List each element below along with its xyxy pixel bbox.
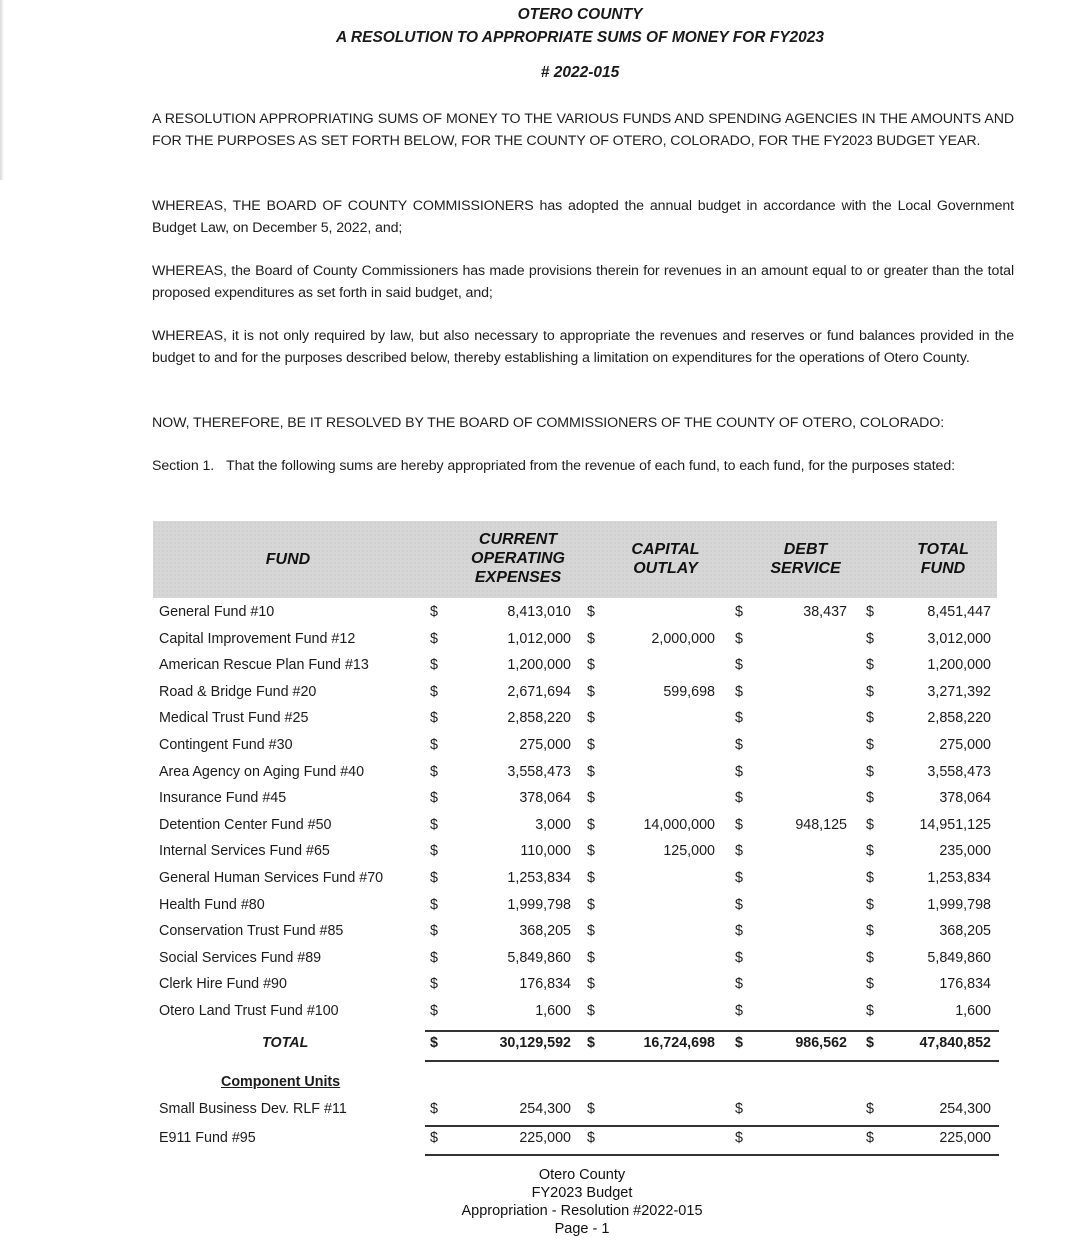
total-double-rule (425, 1060, 999, 1062)
fund-name: General Human Services Fund #70 (159, 870, 384, 886)
currency-sign: $ (866, 737, 874, 753)
currency-sign: $ (735, 843, 743, 860)
currency-sign: $ (866, 763, 874, 780)
county-title: OTERO COUNTY (517, 6, 643, 23)
total-row (0, 1035, 1080, 1061)
currency-sign: $ (866, 630, 874, 647)
table-row (0, 764, 1080, 790)
currency-sign: $ (430, 737, 438, 753)
currency-sign: $ (430, 790, 438, 807)
table-row (0, 976, 1080, 1002)
currency-sign: $ (735, 1003, 743, 1019)
resolution-title: A RESOLUTION TO APPROPRIATE SUMS OF MONEY FOR FY2023 (335, 29, 825, 46)
table-row (0, 710, 1080, 736)
header-line: SERVICE (770, 560, 841, 577)
debt-service-value: 948,125 (795, 816, 847, 833)
table-row (0, 897, 1080, 923)
currency-sign: $ (430, 923, 438, 940)
whereas-paragraph-1: WHEREAS, THE BOARD OF COUNTY COMMISSIONERS has adopted the annual budget in accordance with the Local Government Budget Law, on December 5, 2022, and; (152, 198, 1014, 236)
currency-sign: $ (430, 949, 438, 966)
currency-sign: $ (735, 949, 743, 966)
total-label: TOTAL (262, 1035, 309, 1051)
currency-sign: $ (735, 790, 743, 807)
currency-sign: $ (587, 896, 595, 913)
currency-sign: $ (587, 843, 595, 860)
fund-name: General Fund #10 (159, 604, 275, 620)
current-operating-value: 1,200,000 (507, 657, 571, 674)
currency-sign: $ (587, 1130, 595, 1146)
table-row (0, 817, 1080, 843)
current-operating-value: 368,205 (519, 923, 571, 940)
fund-name: Social Services Fund #89 (159, 949, 322, 966)
table-row (0, 604, 1080, 630)
currency-sign: $ (735, 657, 743, 674)
currency-sign: $ (735, 763, 743, 780)
currency-sign: $ (587, 1035, 595, 1051)
intro-paragraph: A RESOLUTION APPROPRIATING SUMS OF MONEY TO THE VARIOUS FUNDS AND SPENDING AGENCIES IN THE AMOUNTS AND FOR THE PURPOSES AS SET FORTH BELOW, FOR THE COUNTY OF OTERO, COLORADO, FOR THE FY2023 BUDGET YEAR. (152, 111, 1014, 149)
currency-sign: $ (430, 763, 438, 780)
total-fund-value: 1,200,000 (927, 657, 991, 674)
capital-outlay-value: 125,000 (663, 843, 715, 860)
current-operating-value: 3,000 (535, 816, 571, 833)
currency-sign: $ (866, 604, 874, 620)
fund-name: Area Agency on Aging Fund #40 (159, 763, 365, 780)
currency-sign: $ (430, 683, 438, 700)
table-header (153, 521, 997, 598)
total-fund-value: 14,951,125 (919, 816, 991, 833)
currency-sign: $ (587, 683, 595, 700)
current-operating-value: 5,849,860 (507, 949, 571, 966)
header-line: CURRENT (478, 531, 558, 548)
fund-name: Health Fund #80 (159, 896, 265, 913)
header-current-operating-expenses (443, 530, 593, 587)
whereas-paragraph-3: WHEREAS, it is not only required by law, but also necessary to appropriate the revenues and reserves or fund balances provided in the budget to and for the purposes described below, thereby establishing a limitation on expenditures for the operations of Otero County. (152, 328, 1014, 366)
whereas-paragraph-2: WHEREAS, the Board of County Commissioners has made provisions therein for revenues in an amount equal to or greater than the total proposed expenditures as set forth in said budget, and; (152, 263, 1014, 301)
currency-sign: $ (587, 604, 595, 620)
fund-name: Conservation Trust Fund #85 (159, 923, 344, 940)
currency-sign: $ (430, 604, 438, 620)
current-operating-value: 1,999,798 (507, 896, 571, 913)
component-rule-2 (425, 1154, 999, 1156)
header-line: TOTAL (917, 541, 969, 558)
currency-sign: $ (866, 657, 874, 674)
currency-sign: $ (587, 710, 595, 727)
currency-sign: $ (866, 710, 874, 727)
table-row (0, 870, 1080, 896)
header-total-fund (868, 540, 1018, 578)
resolved-paragraph: NOW, THEREFORE, BE IT RESOLVED BY THE BOARD OF COMMISSIONERS OF THE COUNTY OF OTERO, COLORADO: (152, 415, 945, 431)
currency-sign: $ (587, 657, 595, 674)
current-operating-value: 8,413,010 (507, 604, 571, 620)
currency-sign: $ (587, 976, 595, 993)
currency-sign: $ (735, 870, 743, 886)
total-fund-value: 1,600 (955, 1003, 991, 1019)
currency-sign: $ (587, 763, 595, 780)
total-fund-value: 2,858,220 (927, 710, 991, 727)
table-row (0, 790, 1080, 816)
current-operating-value: 176,834 (519, 976, 571, 993)
current-operating-value: 1,012,000 (507, 630, 571, 647)
total-fund-value: 1,253,834 (927, 870, 991, 886)
current-operating-value: 1,253,834 (507, 870, 571, 886)
currency-sign: $ (430, 843, 438, 860)
table-row (0, 657, 1080, 683)
footer-page-number: Page - 1 (554, 1221, 610, 1237)
total-fund-value: 3,271,392 (927, 683, 991, 700)
total-fund-value: 176,834 (939, 976, 991, 993)
total-debt: 986,562 (795, 1035, 847, 1051)
footer-resolution: Appropriation - Resolution #2022-015 (461, 1203, 703, 1219)
fund-name: Internal Services Fund #65 (159, 843, 330, 860)
current-operating-value: 3,558,473 (507, 763, 571, 780)
current-operating-value: 2,671,694 (507, 683, 571, 700)
page-edge-shadow (0, 0, 4, 180)
currency-sign: $ (430, 1130, 438, 1146)
currency-sign: $ (430, 896, 438, 913)
currency-sign: $ (430, 976, 438, 993)
header-line: EXPENSES (474, 569, 562, 586)
fund-name: Road & Bridge Fund #20 (159, 683, 317, 700)
table-row (0, 1003, 1080, 1029)
currency-sign: $ (430, 710, 438, 727)
currency-sign: $ (587, 949, 595, 966)
currency-sign: $ (735, 976, 743, 993)
total-fund-value: 368,205 (939, 923, 991, 940)
total-fund-value: 235,000 (939, 843, 991, 860)
currency-sign: $ (735, 923, 743, 940)
section-1-paragraph (152, 456, 1014, 478)
section-text: That the following sums are hereby appropriated from the revenue of each fund, to each fund, for the purposes stated: (226, 458, 955, 474)
header-line: OPERATING (471, 550, 565, 567)
currency-sign: $ (866, 896, 874, 913)
header-line: OUTLAY (633, 560, 698, 577)
currency-sign: $ (735, 604, 743, 620)
currency-sign: $ (430, 1003, 438, 1019)
total-fund-value: 378,064 (939, 790, 991, 807)
current-operating-value: 225,000 (519, 1130, 571, 1146)
currency-sign: $ (430, 1101, 438, 1117)
page-footer (0, 1166, 1080, 1238)
total-fund-value: 254,300 (939, 1101, 991, 1117)
currency-sign: $ (587, 1003, 595, 1019)
currency-sign: $ (866, 923, 874, 940)
footer-budget: FY2023 Budget (531, 1185, 633, 1201)
fund-name: Clerk Hire Fund #90 (159, 976, 287, 993)
currency-sign: $ (735, 816, 743, 833)
header-line: FUND (920, 560, 966, 577)
currency-sign: $ (866, 1130, 874, 1146)
currency-sign: $ (866, 816, 874, 833)
header-line: CAPITAL (631, 541, 700, 558)
fund-name: American Rescue Plan Fund #13 (159, 657, 369, 674)
currency-sign: $ (735, 737, 743, 753)
currency-sign: $ (866, 949, 874, 966)
table-row (0, 1130, 1080, 1156)
current-operating-value: 254,300 (519, 1101, 571, 1117)
fund-name: Contingent Fund #30 (159, 737, 293, 753)
currency-sign: $ (430, 816, 438, 833)
current-operating-value: 110,000 (520, 843, 571, 860)
fund-name: Detention Center Fund #50 (159, 816, 332, 833)
currency-sign: $ (587, 630, 595, 647)
total-fund: 47,840,852 (919, 1035, 991, 1051)
current-operating-value: 275,000 (519, 737, 571, 753)
currency-sign: $ (866, 976, 874, 993)
section-label: Section 1. (152, 458, 215, 474)
currency-sign: $ (430, 657, 438, 674)
currency-sign: $ (735, 683, 743, 700)
table-row (0, 684, 1080, 710)
currency-sign: $ (587, 790, 595, 807)
fund-name: Insurance Fund #45 (159, 790, 287, 807)
header-capital-outlay (593, 540, 738, 578)
currency-sign: $ (866, 683, 874, 700)
header-fund: FUND (265, 551, 311, 568)
component-rule-1 (425, 1125, 999, 1127)
currency-sign: $ (866, 1101, 874, 1117)
total-fund-value: 5,849,860 (927, 949, 991, 966)
currency-sign: $ (587, 923, 595, 940)
currency-sign: $ (430, 630, 438, 647)
currency-sign: $ (735, 630, 743, 647)
currency-sign: $ (430, 1035, 438, 1051)
currency-sign: $ (587, 1101, 595, 1117)
debt-service-value: 38,437 (803, 604, 847, 620)
total-fund-value: 1,999,798 (927, 896, 991, 913)
currency-sign: $ (735, 710, 743, 727)
currency-sign: $ (587, 737, 595, 753)
total-fund-value: 3,558,473 (927, 763, 991, 780)
fund-name: E911 Fund #95 (159, 1130, 256, 1146)
total-current: 30,129,592 (499, 1035, 571, 1051)
total-fund-value: 275,000 (939, 737, 991, 753)
fund-name: Medical Trust Fund #25 (159, 710, 309, 727)
currency-sign: $ (587, 870, 595, 886)
total-fund-value: 8,451,447 (927, 604, 991, 620)
currency-sign: $ (866, 1003, 874, 1019)
capital-outlay-value: 599,698 (663, 683, 715, 700)
currency-sign: $ (430, 870, 438, 886)
component-units-heading: Component Units (221, 1074, 341, 1090)
table-row (0, 843, 1080, 869)
total-capital: 16,724,698 (643, 1035, 715, 1051)
currency-sign: $ (866, 790, 874, 807)
currency-sign: $ (735, 1101, 743, 1117)
currency-sign: $ (735, 896, 743, 913)
current-operating-value: 378,064 (519, 790, 571, 807)
fund-name: Otero Land Trust Fund #100 (159, 1003, 339, 1019)
currency-sign: $ (735, 1130, 743, 1146)
current-operating-value: 2,858,220 (507, 710, 571, 727)
total-fund-value: 225,000 (939, 1130, 991, 1146)
header-line: DEBT (783, 541, 828, 558)
current-operating-value: 1,600 (535, 1003, 571, 1019)
subtotal-rule (425, 1030, 999, 1032)
table-row (0, 631, 1080, 657)
total-fund-value: 3,012,000 (927, 630, 991, 647)
capital-outlay-value: 2,000,000 (651, 630, 715, 647)
currency-sign: $ (866, 870, 874, 886)
currency-sign: $ (587, 816, 595, 833)
table-row (0, 950, 1080, 976)
fund-name: Small Business Dev. RLF #11 (159, 1101, 347, 1117)
resolution-number: # 2022-015 (540, 64, 620, 81)
header-debt-service (733, 540, 878, 578)
currency-sign: $ (866, 843, 874, 860)
table-row (0, 737, 1080, 763)
table-row (0, 1101, 1080, 1127)
currency-sign: $ (735, 1035, 743, 1051)
table-row (0, 923, 1080, 949)
footer-county: Otero County (538, 1167, 626, 1183)
capital-outlay-value: 14,000,000 (643, 816, 715, 833)
fund-name: Capital Improvement Fund #12 (159, 630, 356, 647)
currency-sign: $ (866, 1035, 874, 1051)
